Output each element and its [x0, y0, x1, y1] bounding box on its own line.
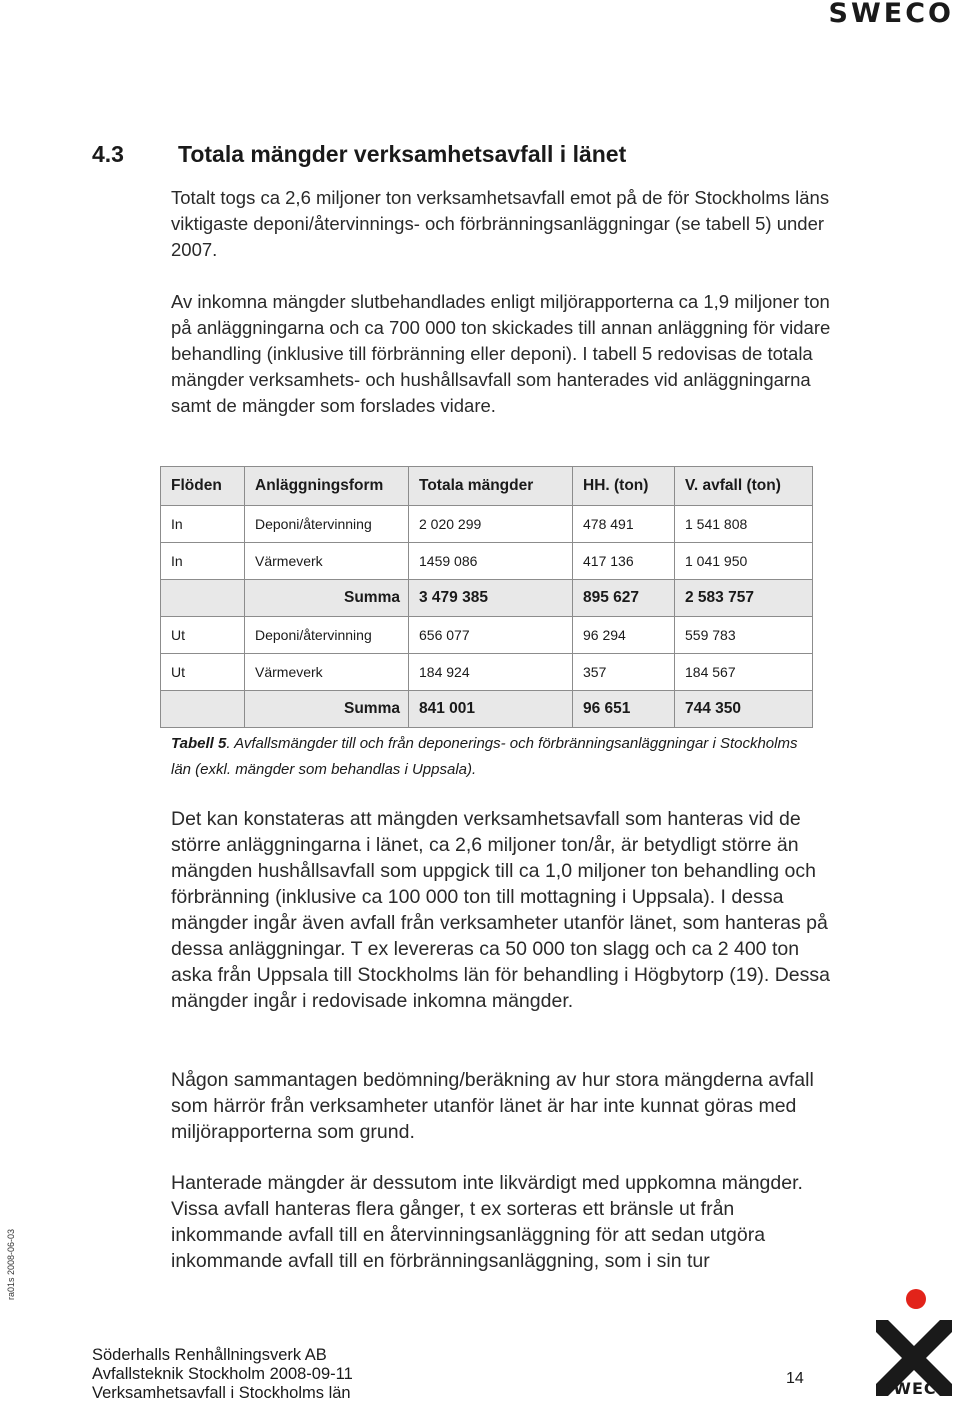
table-cell: Värmeverk [245, 543, 409, 580]
table-cell: 656 077 [409, 617, 573, 654]
table-cell: Ut [161, 617, 245, 654]
paragraph-incoming: Av inkomna mängder slutbehandlades enligt miljörapporterna ca 1,9 miljoner ton på anläggningarna och ca 700 000 ton skickades till annan anläggning för vidare behandling (inklusive till förbränning eller deponi). I tabell 5 redovisas de totala mängder verksamhets- och hushållsavfall som hanterades vid anläggningarna samt de mängder som forslades vidare. [171, 291, 831, 416]
waste-table [160, 466, 813, 728]
table-row [161, 506, 813, 543]
table-cell: 3 479 385 [409, 580, 573, 617]
table-cell: In [161, 543, 245, 580]
table-cell: 96 651 [573, 691, 675, 728]
table-cell: 184 567 [675, 654, 813, 691]
table-cell: 744 350 [675, 691, 813, 728]
caption-text: . Avfallsmängder till och från deponerings- och förbränningsanläggningar i Stockholms län (exkl. mängder som behandlas i Uppsala). [171, 735, 798, 778]
table-cell: 96 294 [573, 617, 675, 654]
col-header-totala: Totala mängder [409, 467, 573, 506]
sweco-logo-bottom-text: SWECO [880, 1379, 952, 1398]
table-cell: Ut [161, 654, 245, 691]
table-row [161, 543, 813, 580]
paragraph-comparison: Det kan konstateras att mängden verksamhetsavfall som hanteras vid de större anläggningarna i länet, ca 2,6 miljoner ton/år, är betydligt större än mängden hushållsavfall som uppgick till ca 1,0 miljoner ton behandling och förbränning (inklusive ca 100 000 ton till mottagning i Uppsala). I dessa mängder ingår även avfall från verksamheter utanför länet, som hanteras på dessa anläggningar. T ex levereras ca 50 000 ton slagg och ca 2 400 ton aska från Uppsala till Stockholms län för behandling i Högbytorp (19). Dessa mängder ingår i redovisade inkomna mängder. [171, 808, 831, 1012]
table-cell: 1 041 950 [675, 543, 813, 580]
footer-company: Söderhalls Renhållningsverk AB [92, 1346, 327, 1364]
table-cell: Värmeverk [245, 654, 409, 691]
table-cell: Deponi/återvinning [245, 506, 409, 543]
col-header-anlaggningsform: Anläggningsform [245, 467, 409, 506]
table-cell: In [161, 506, 245, 543]
sweco-logo-top: SWECO [828, 0, 954, 29]
paragraph-intro: Totalt togs ca 2,6 miljoner ton verksamhetsavfall emot på de för Stockholms läns viktigaste deponi/återvinnings- och förbränningsanläggningar (se tabell 5) under 2007. [171, 187, 830, 260]
table-cell-empty [161, 691, 245, 728]
table-sum-row [161, 691, 813, 728]
col-header-floden: Flöden [161, 467, 245, 506]
table-cell: 417 136 [573, 543, 675, 580]
section-title: Totala mängder verksamhetsavfall i länet [178, 141, 627, 167]
sum-label: Summa [245, 580, 409, 617]
section-heading [92, 141, 626, 168]
table-cell: 184 924 [409, 654, 573, 691]
col-header-hh: HH. (ton) [573, 467, 675, 506]
footer-department: Avfallsteknik Stockholm 2008-09-11 [92, 1365, 353, 1383]
footer [92, 1346, 353, 1403]
col-header-vavfall: V. avfall (ton) [675, 467, 813, 506]
paragraph-assessment: Någon sammantagen bedömning/beräkning av hur stora mängderna avfall som härrör från verksamheter utanför länet är har inte kunnat göras med miljörapporterna som grund. [171, 1069, 814, 1143]
table-cell: 1 541 808 [675, 506, 813, 543]
caption-label: Tabell 5 [171, 735, 227, 752]
table-row [161, 654, 813, 691]
table-cell: 478 491 [573, 506, 675, 543]
table-header-row [161, 467, 813, 506]
table-cell: 841 001 [409, 691, 573, 728]
sum-label: Summa [245, 691, 409, 728]
paragraph-handled: Hanterade mängder är dessutom inte likvärdigt med uppkomna mängder. Vissa avfall hanteras flera gånger, t ex sorteras ett bränsle ut från inkommande avfall till en återvinningsanläggning för att sedan utgöra inkommande avfall till en förbränningsanläggning, som i sin tur [171, 1172, 803, 1272]
table-cell: 2 020 299 [409, 506, 573, 543]
table-cell: 357 [573, 654, 675, 691]
table-cell: 895 627 [573, 580, 675, 617]
table-sum-row [161, 580, 813, 617]
table-caption [171, 731, 811, 783]
section-number: 4.3 [92, 141, 124, 167]
side-doc-code: ra01s 2008-06-03 [6, 1228, 16, 1300]
table-cell: 2 583 757 [675, 580, 813, 617]
table-cell: Deponi/återvinning [245, 617, 409, 654]
table-cell-empty [161, 580, 245, 617]
page-number: 14 [786, 1370, 804, 1387]
table-cell: 1459 086 [409, 543, 573, 580]
footer-document-title: Verksamhetsavfall i Stockholms län [92, 1384, 351, 1402]
table-cell: 559 783 [675, 617, 813, 654]
table-row [161, 617, 813, 654]
